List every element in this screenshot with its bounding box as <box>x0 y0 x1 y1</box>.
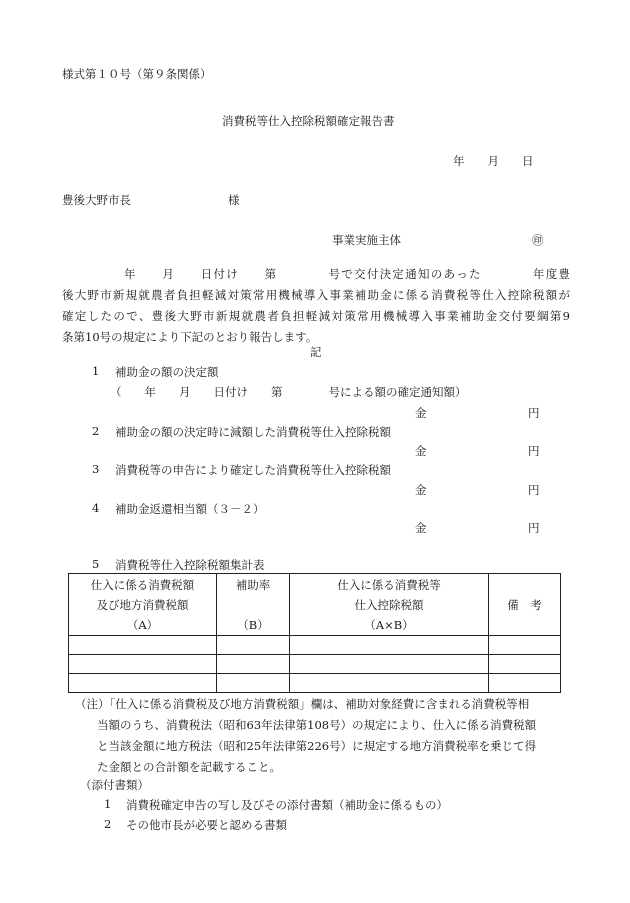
table-cell[interactable] <box>217 674 290 693</box>
honorific: 様 <box>228 193 240 207</box>
header-line: 及び地方消費税額 <box>96 597 189 612</box>
table-cell[interactable] <box>69 636 217 655</box>
form-number: 様式第１０号（第９条関係） <box>62 67 212 81</box>
header-line <box>217 595 289 615</box>
body-line: 後大野市新規就農者負担軽減対策常用機械導入事業補助金に係る消費税等仕入控除税額が <box>62 288 570 302</box>
table-cell[interactable] <box>290 674 489 693</box>
yen-label: 円 <box>528 483 540 497</box>
yen-label: 円 <box>528 521 540 535</box>
body-paragraph <box>62 264 570 348</box>
header-line: 仕入に係る消費税額 <box>90 577 195 592</box>
body-line: 年 月 日付け 第 号で交付決定通知のあった 年度豊 <box>124 267 570 281</box>
table-cell[interactable] <box>217 636 290 655</box>
header-line: （B） <box>237 617 269 632</box>
yen-label: 円 <box>528 406 540 420</box>
attachment-text: 消費税確定申告の写し及びその添付書類（補助金に係るもの） <box>126 798 448 812</box>
kin-label: 金 <box>415 483 427 497</box>
item-label: 補助金の額の決定時に減額した消費税等仕入控除税額 <box>115 425 391 439</box>
table-cell[interactable] <box>489 636 561 655</box>
note-line: と当該金額に地方税法（昭和25年法律第226号）に規定する地方消費税率を乗じて得 <box>97 739 537 753</box>
item-number: 3 <box>92 462 100 476</box>
item-label: 消費税等の申告により確定した消費税等仕入控除税額 <box>115 463 391 477</box>
header-line: 仕入控除税額 <box>354 597 424 612</box>
table-section-label: 消費税等仕入控除税額集計表 <box>115 558 265 572</box>
table-cell[interactable] <box>217 655 290 674</box>
header-subsidy-rate <box>217 574 290 636</box>
item-number: 5 <box>92 557 100 571</box>
attachment-number: 1 <box>104 797 112 811</box>
header-tax-amount <box>69 574 217 636</box>
header-line: （A×B） <box>364 617 414 632</box>
attachments-heading: （添付書類） <box>80 778 149 792</box>
table-row <box>69 636 561 655</box>
header-line <box>489 575 560 595</box>
table-cell[interactable] <box>69 655 217 674</box>
attachment-number: 2 <box>104 817 112 831</box>
table-row <box>69 655 561 674</box>
item-sub: （ 年 月 日付け 第 号による額の確定通知額） <box>110 385 467 399</box>
note-line: （注）「仕入に係る消費税及び地方消費税額」欄は、補助対象経費に含まれる消費税等相 <box>75 697 530 711</box>
table-header-row <box>69 574 561 636</box>
header-line: 備 考 <box>507 597 542 612</box>
yen-label: 円 <box>528 444 540 458</box>
document-title: 消費税等仕入控除税額確定報告書 <box>222 114 395 128</box>
body-line: 確定したので、豊後大野市新規就農者負担軽減対策常用機械導入事業補助金交付要綱第9 <box>62 309 570 323</box>
summary-table <box>68 573 561 693</box>
body-line: 条第10号の規定により下記のとおり報告します。 <box>62 330 318 344</box>
item-number: 1 <box>92 364 100 378</box>
table-row <box>69 674 561 693</box>
table-cell[interactable] <box>489 655 561 674</box>
header-line: 仕入に係る消費税等 <box>337 577 441 592</box>
kin-label: 金 <box>415 406 427 420</box>
table-cell[interactable] <box>69 674 217 693</box>
item-label: 補助金の額の決定額 <box>115 365 219 379</box>
header-remarks <box>489 574 561 636</box>
note-line: 当額のうち、消費税法（昭和63年法律第108号）の規定により、仕入に係る消費税額 <box>97 718 537 732</box>
header-line <box>489 615 560 635</box>
attachment-text: その他市長が必要と認める書類 <box>126 818 287 832</box>
ki-heading: 記 <box>310 345 322 359</box>
table-cell[interactable] <box>290 655 489 674</box>
table-cell[interactable] <box>290 636 489 655</box>
addressee: 豊後大野市長 <box>62 193 131 207</box>
entity-label: 事業実施主体 <box>332 233 401 247</box>
note-line: た金額との合計額を記載すること。 <box>97 760 281 774</box>
table-cell[interactable] <box>489 674 561 693</box>
header-line: 補助率 <box>235 577 271 592</box>
note-block <box>75 694 563 778</box>
header-line: （A） <box>126 617 159 632</box>
kin-label: 金 <box>415 521 427 535</box>
item-number: 4 <box>92 501 100 515</box>
header-deduction-amount <box>290 574 489 636</box>
seal-mark: ㊞ <box>532 233 544 247</box>
item-label: 補助金返還相当額（３－２） <box>115 502 265 516</box>
date-line: 年 月 日 <box>453 154 534 168</box>
item-number: 2 <box>92 424 100 438</box>
kin-label: 金 <box>415 444 427 458</box>
